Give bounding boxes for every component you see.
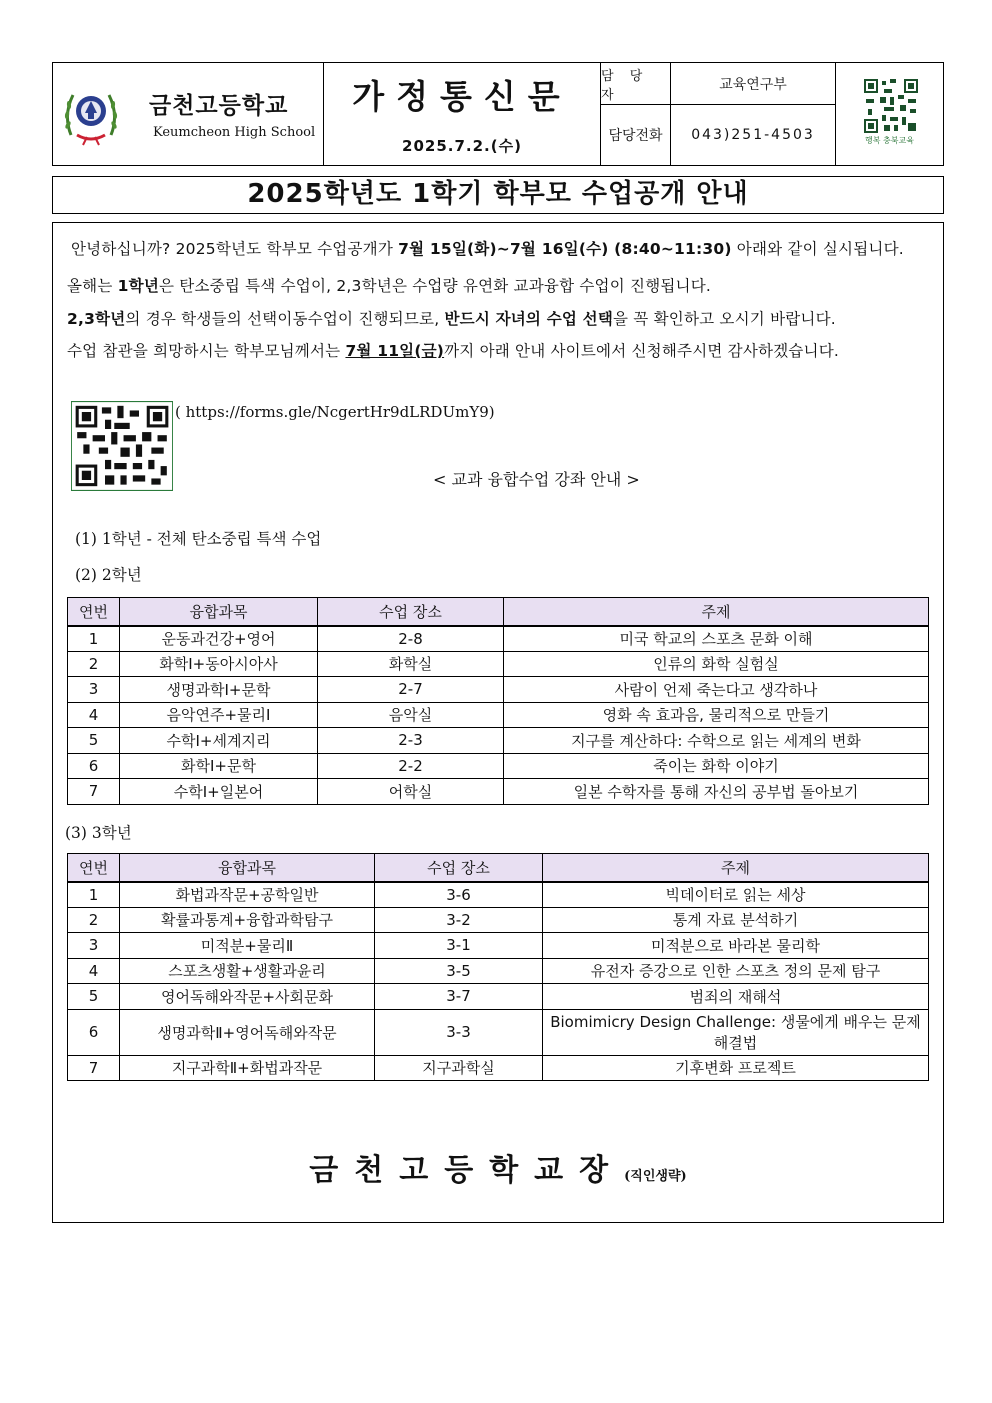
school-logo-cell [53, 63, 324, 165]
column-header: 주제 [504, 598, 929, 626]
table-cell: 3-5 [375, 958, 543, 984]
table-cell: 확률과통계+융합과학탐구 [120, 907, 375, 933]
intro-line-4: 수업 참관을 희망하시는 학부모님께서는 7월 11일(금)까지 아래 안내 사이트에서 신청해주시면 감사하겠습니다. [67, 342, 840, 360]
table-cell: 영화 속 효과음, 물리적으로 만들기 [504, 702, 929, 728]
table-header-row [68, 854, 929, 882]
main-content [52, 222, 944, 1223]
table-cell: 지구를 계산하다: 수학으로 읽는 세계의 변화 [504, 728, 929, 754]
grade3-table [67, 853, 929, 1081]
table-row [68, 1009, 929, 1055]
table-cell: 어학실 [318, 779, 504, 805]
column-header: 주제 [543, 854, 929, 882]
table-cell: 빅데이터로 읽는 세상 [543, 882, 929, 908]
intro-line-2: 올해는 1학년은 탄소중립 특색 수업이, 2,3학년은 수업량 유연화 교과융합 수업이 진행됩니다. [67, 277, 712, 295]
phone-value: 043)251-4503 [691, 127, 815, 143]
table-cell: 2 [68, 907, 120, 933]
table-cell: 미국 학교의 스포츠 문화 이해 [504, 626, 929, 652]
table-cell: 5 [68, 728, 120, 754]
table-cell: 기후변화 프로젝트 [543, 1055, 929, 1081]
table-cell: 생명과학Ⅰ+문학 [120, 677, 318, 703]
contact-info [601, 63, 836, 165]
table-cell: 3 [68, 933, 120, 959]
table-row [68, 779, 929, 805]
table-cell: 수학Ⅰ+일본어 [120, 779, 318, 805]
table-cell: 6 [68, 1009, 120, 1055]
school-name: 금천고등학교 [149, 93, 289, 119]
table-cell: 지구과학실 [375, 1055, 543, 1081]
table-cell: 1 [68, 626, 120, 652]
table-cell: 3-6 [375, 882, 543, 908]
table-row [68, 984, 929, 1010]
letter-header [52, 62, 944, 166]
table-cell: 7 [68, 779, 120, 805]
signup-qr-code-icon[interactable] [71, 401, 173, 491]
table-row [68, 677, 929, 703]
table-cell: 5 [68, 984, 120, 1010]
table-cell: 운동과건강+영어 [120, 626, 318, 652]
table-row [68, 728, 929, 754]
table-cell: 화학Ⅰ+동아시아사 [120, 651, 318, 677]
table-cell: 6 [68, 753, 120, 779]
table-row [68, 882, 929, 908]
table-cell: 2-7 [318, 677, 504, 703]
intro-line-3: 2,3학년의 경우 학생들의 선택이동수업이 진행되므로, 반드시 자녀의 수업 선택을 꼭 확인하고 오시기 바랍니다. [67, 310, 836, 328]
grade2-heading: (2) 2학년 [75, 566, 142, 584]
table-cell: Biomimicry Design Challenge: 생물에게 배우는 문제 해결법 [543, 1009, 929, 1055]
table-cell: 3-7 [375, 984, 543, 1010]
column-header: 연번 [68, 854, 120, 882]
table-cell: 수학Ⅰ+세계지리 [120, 728, 318, 754]
table-header-row [68, 598, 929, 626]
table-row [68, 702, 929, 728]
table-cell: 2 [68, 651, 120, 677]
table-cell: 1 [68, 882, 120, 908]
table-cell: 3-1 [375, 933, 543, 959]
table-cell: 음악실 [318, 702, 504, 728]
table-cell: 2-8 [318, 626, 504, 652]
qr-code-icon[interactable] [862, 77, 920, 135]
qr-caption: 행복 충북교육 [865, 136, 914, 145]
intro-line-1: 안녕하십니까? 2025학년도 학부모 수업공개가 7월 15일(화)~7월 16일(수) (8:40~11:30) 아래와 같이 실시됩니다. [71, 240, 904, 258]
table-cell: 음악연주+물리Ⅰ [120, 702, 318, 728]
table-cell: 3-2 [375, 907, 543, 933]
column-header: 수업 장소 [375, 854, 543, 882]
table-cell: 영어독해와작문+사회문화 [120, 984, 375, 1010]
table-cell: 화법과작문+공학일반 [120, 882, 375, 908]
table-cell: 3 [68, 677, 120, 703]
letter-title: 가정통신문 [352, 77, 572, 116]
column-header: 융합과목 [120, 854, 375, 882]
column-header: 융합과목 [120, 598, 318, 626]
column-header: 연번 [68, 598, 120, 626]
table-cell: 4 [68, 958, 120, 984]
manager-value: 교육연구부 [671, 63, 835, 105]
table-row [68, 933, 929, 959]
table-cell: 사람이 언제 죽는다고 생각하나 [504, 677, 929, 703]
table-cell: 화학Ⅰ+문학 [120, 753, 318, 779]
school-name-english: Keumcheon High School [153, 125, 316, 140]
grade2-table [67, 597, 929, 805]
table-row [68, 753, 929, 779]
grade1-note: (1) 1학년 - 전체 탄소중립 특색 수업 [75, 530, 322, 548]
table-cell: 7 [68, 1055, 120, 1081]
table-cell: 죽이는 화학 이야기 [504, 753, 929, 779]
table-cell: 2-2 [318, 753, 504, 779]
phone-label: 담당전화 [601, 105, 671, 165]
grade3-heading: (3) 3학년 [65, 824, 132, 842]
manager-label: 담 당 자 [601, 63, 671, 105]
column-header: 수업 장소 [318, 598, 504, 626]
table-cell: 인류의 화학 실험실 [504, 651, 929, 677]
letter-title-cell [324, 63, 601, 165]
table-cell: 미적분으로 바라본 물리학 [543, 933, 929, 959]
table-cell: 미적분+물리Ⅱ [120, 933, 375, 959]
table-cell: 2-3 [318, 728, 504, 754]
table-cell: 통계 자료 분석하기 [543, 907, 929, 933]
document-title: 2025학년도 1학기 학부모 수업공개 안내 [52, 176, 944, 214]
signup-url-link[interactable]: ( https://forms.gle/NcgertHr9dLRDUmY9) [175, 403, 495, 421]
table-row [68, 626, 929, 652]
principal-signature [53, 1145, 943, 1189]
table-cell: 화학실 [318, 651, 504, 677]
table-row [68, 907, 929, 933]
course-guide-heading: < 교과 융합수업 강좌 안내 > [433, 470, 640, 489]
table-cell: 스포츠생활+생활과윤리 [120, 958, 375, 984]
table-cell: 범죄의 재해석 [543, 984, 929, 1010]
header-qr-cell [836, 63, 943, 165]
table-row [68, 1055, 929, 1081]
table-cell: 3-3 [375, 1009, 543, 1055]
table-cell: 지구과학Ⅱ+화법과작문 [120, 1055, 375, 1081]
seal-note: (직인생략) [624, 1169, 687, 1184]
table-cell: 유전자 증강으로 인한 스포츠 정의 문제 탐구 [543, 958, 929, 984]
school-emblem-icon [61, 85, 121, 147]
table-cell: 생명과학Ⅱ+영어독해와작문 [120, 1009, 375, 1055]
table-row [68, 958, 929, 984]
table-row [68, 651, 929, 677]
letter-date: 2025.7.2.(수) [402, 137, 522, 155]
table-cell: 4 [68, 702, 120, 728]
principal-title: 금천고등학교장 [309, 1153, 625, 1188]
table-cell: 일본 수학자를 통해 자신의 공부법 돌아보기 [504, 779, 929, 805]
